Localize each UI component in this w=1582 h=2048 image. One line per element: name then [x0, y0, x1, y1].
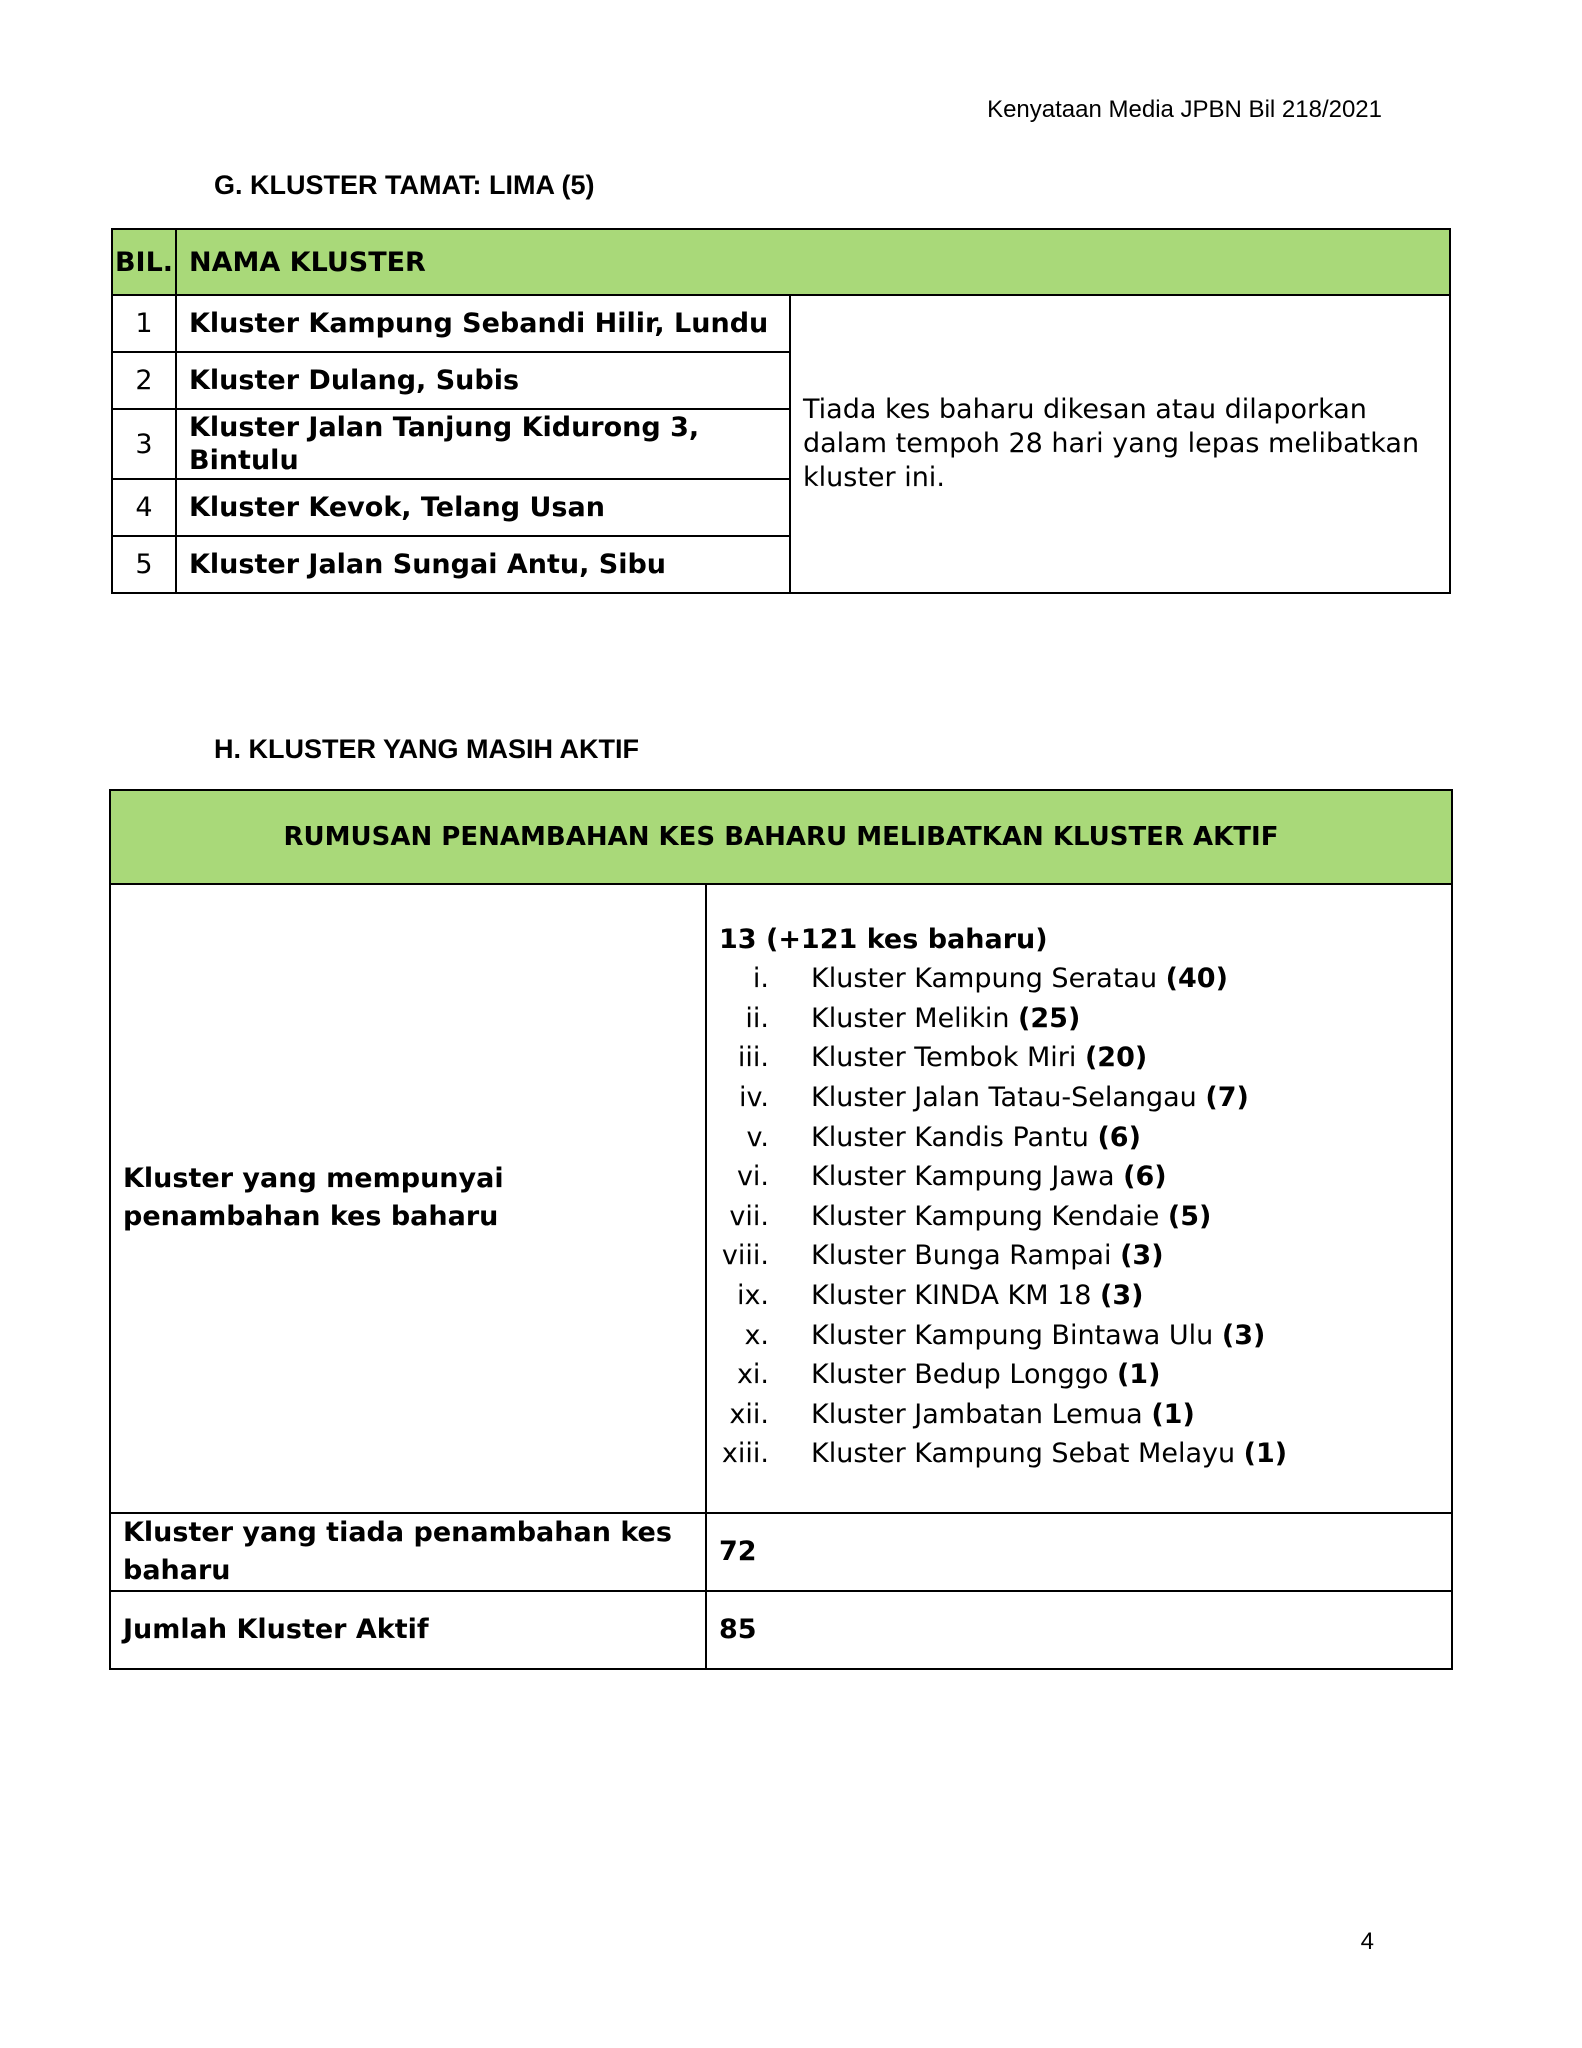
table-row: [112, 295, 1450, 352]
new-case-count: (7): [1205, 1082, 1249, 1114]
cluster-name: Kluster Kampung Bintawa Ulu: [811, 1319, 1214, 1351]
table-header-row: [110, 790, 1452, 884]
cluster-name: Kluster Dulang, Subis: [176, 352, 790, 409]
active-cluster-list: [719, 959, 1451, 1474]
list-item-number: xii.: [729, 1398, 769, 1430]
cluster-name: Kluster Bunga Rampai: [811, 1240, 1112, 1272]
list-item-number: xiii.: [721, 1438, 769, 1470]
list-item-number: ix.: [736, 1280, 769, 1312]
list-item-number: viii.: [721, 1240, 769, 1272]
list-item-number: v.: [746, 1121, 769, 1153]
row-number: 3: [112, 409, 176, 479]
cluster-name: Kluster Kampung Jawa: [811, 1161, 1115, 1193]
document-reference: Kenyataan Media JPBN Bil 218/2021: [987, 96, 1382, 123]
cluster-name: Kluster Melikin: [811, 1002, 1010, 1034]
new-case-count: (1): [1151, 1398, 1195, 1430]
table-row: [110, 884, 1452, 1513]
row-number: 1: [112, 295, 176, 352]
new-case-count: (20): [1084, 1042, 1148, 1074]
list-item: [719, 1276, 1451, 1316]
ended-clusters-note: Tiada kes baharu dikesan atau dilaporkan dalam tempoh 28 hari yang lepas melibatkan kluster ini.: [790, 295, 1450, 593]
row-number: 4: [112, 479, 176, 536]
ended-clusters-table: [111, 228, 1451, 594]
cluster-name: Kluster Kampung Kendaie: [811, 1200, 1160, 1232]
list-item: [719, 1197, 1451, 1237]
new-case-count: (3): [1120, 1240, 1164, 1272]
new-cases-cell: [706, 884, 1452, 1513]
table-row: [110, 1591, 1452, 1669]
list-item-number: x.: [744, 1319, 769, 1351]
list-item: [719, 1117, 1451, 1157]
column-header-bil: BIL.: [112, 229, 176, 295]
list-item-number: ii.: [745, 1002, 769, 1034]
cluster-name: Kluster KINDA KM 18: [811, 1280, 1092, 1312]
new-case-count: (6): [1097, 1121, 1141, 1153]
cluster-name: Kluster Kampung Seratau: [811, 963, 1158, 995]
new-case-count: (3): [1100, 1280, 1144, 1312]
new-case-count: (5): [1167, 1200, 1212, 1232]
cluster-name: Kluster Jambatan Lemua: [811, 1398, 1143, 1430]
list-item-number: i.: [752, 963, 769, 995]
new-cases-summary: 13 (+121 kes baharu): [719, 924, 1048, 955]
active-clusters-table-header: RUMUSAN PENAMBAHAN KES BAHARU MELIBATKAN KLUSTER AKTIF: [110, 790, 1452, 884]
new-case-count: (40): [1165, 963, 1228, 995]
cluster-name: Kluster Jalan Tanjung Kidurong 3, Bintulu: [176, 409, 790, 479]
page-number: 4: [1360, 1928, 1374, 1955]
cluster-name: Kluster Tembok Miri: [811, 1042, 1077, 1074]
cluster-name: Kluster Kampung Sebat Melayu: [811, 1438, 1236, 1470]
cluster-name: Kluster Bedup Longgo: [811, 1359, 1109, 1391]
new-case-count: (3): [1221, 1319, 1266, 1351]
new-case-count: (1): [1116, 1359, 1161, 1391]
list-item-number: vii.: [729, 1200, 769, 1232]
section-h-title: H. KLUSTER YANG MASIH AKTIF: [214, 734, 640, 764]
active-clusters-table: [109, 789, 1453, 1670]
section-g-title: G. KLUSTER TAMAT: LIMA (5): [214, 170, 595, 200]
table-row: [110, 1513, 1452, 1591]
column-header-nama-kluster: NAMA KLUSTER: [176, 229, 1450, 295]
new-cases-label: Kluster yang mempunyai penambahan kes baharu: [110, 884, 706, 1513]
list-item: [719, 1355, 1451, 1395]
list-item-number: xi.: [736, 1359, 769, 1391]
list-item: [719, 1236, 1451, 1276]
new-case-count: (6): [1123, 1161, 1167, 1193]
total-active-value: 85: [706, 1591, 1452, 1669]
list-item-number: vi.: [736, 1161, 769, 1193]
no-new-cases-value: 72: [706, 1513, 1452, 1591]
row-number: 2: [112, 352, 176, 409]
cluster-name: Kluster Kampung Sebandi Hilir, Lundu: [176, 295, 790, 352]
list-item: [719, 1395, 1451, 1435]
list-item: [719, 999, 1451, 1039]
new-case-count: (25): [1018, 1002, 1081, 1034]
list-item: [719, 1434, 1451, 1474]
list-item-number: iv.: [739, 1082, 769, 1114]
cluster-name: Kluster Jalan Sungai Antu, Sibu: [176, 536, 790, 593]
cluster-name: Kluster Jalan Tatau-Selangau: [811, 1082, 1197, 1114]
new-case-count: (1): [1243, 1438, 1288, 1470]
cluster-name: Kluster Kandis Pantu: [811, 1121, 1089, 1153]
list-item: [719, 959, 1451, 999]
cluster-name: Kluster Kevok, Telang Usan: [176, 479, 790, 536]
total-active-label: Jumlah Kluster Aktif: [110, 1591, 706, 1669]
list-item-number: iii.: [737, 1042, 769, 1074]
list-item: [719, 1078, 1451, 1118]
list-item: [719, 1315, 1451, 1355]
no-new-cases-label: Kluster yang tiada penambahan kes baharu: [110, 1513, 706, 1591]
row-number: 5: [112, 536, 176, 593]
list-item: [719, 1157, 1451, 1197]
list-item: [719, 1038, 1451, 1078]
table-header-row: [112, 229, 1450, 295]
